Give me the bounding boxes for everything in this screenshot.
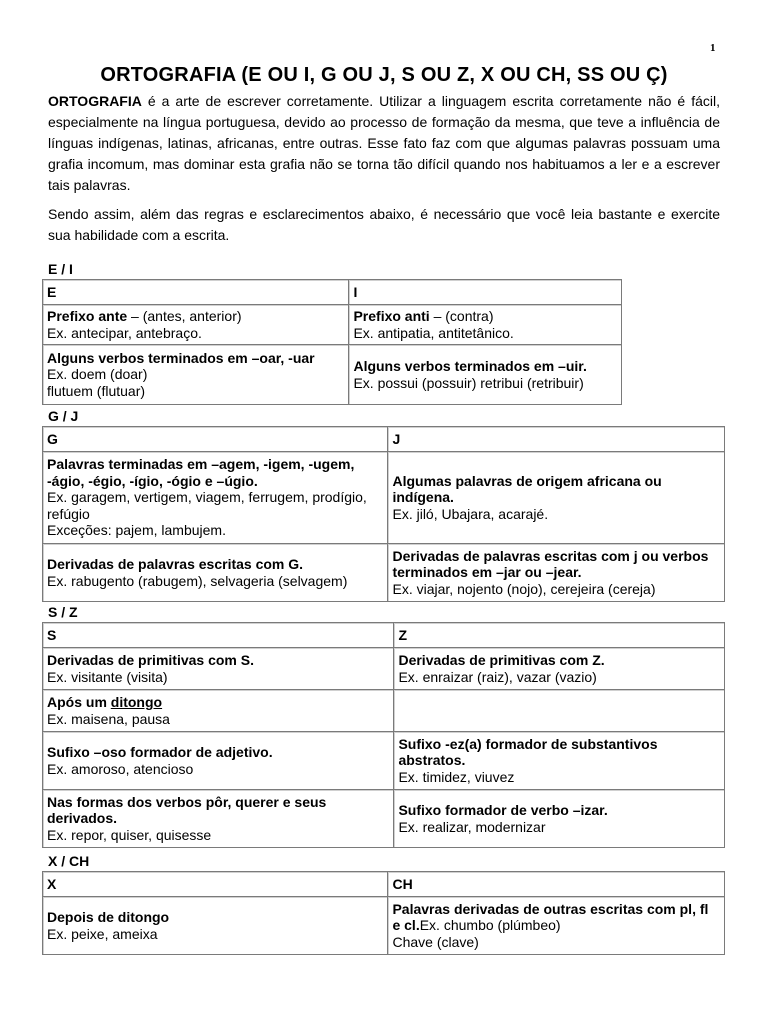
rule-text: Derivadas de palavras escritas com j ou verbos terminados em –jar ou –jear. xyxy=(392,547,709,581)
rule-text: Derivadas de primitivas com Z. xyxy=(398,652,605,668)
example-text: Chave (clave) xyxy=(392,933,479,950)
rule-text: Algumas palavras de origem africana ou indígena. xyxy=(392,472,662,506)
col-header-x: X xyxy=(43,872,388,897)
rule-note: – (antes, anterior) xyxy=(127,308,242,324)
rule-text-underlined: ditongo xyxy=(110,694,163,710)
table-cell xyxy=(394,690,725,732)
table-cell xyxy=(43,452,388,544)
rule-text: Sufixo -ez(a) formador de substantivos abstratos. xyxy=(398,735,658,769)
rule-text: Palavras terminadas em –agem, -igem, -ugem, -ágio, -égio, -ígio, -ógio e –úgio. xyxy=(47,456,355,489)
rule-text: Após um xyxy=(47,694,111,710)
page-title: ORTOGRAFIA (E OU I, G OU J, S OU Z, X OU CH, SS OU Ç) xyxy=(100,64,668,86)
example-text: Ex. doem (doar) xyxy=(47,366,148,383)
rule-text: Derivadas de primitivas com S. xyxy=(47,652,254,668)
table-cell xyxy=(43,345,349,405)
rule-text: Prefixo anti xyxy=(353,308,430,324)
table-sz xyxy=(42,622,725,848)
rule-text: Sufixo –oso formador de adjetivo. xyxy=(47,744,273,760)
table-cell xyxy=(43,732,394,790)
example-text: Ex. peixe, ameixa xyxy=(47,925,158,942)
intro-paragraph xyxy=(48,91,720,196)
page-number: 1 xyxy=(710,42,716,54)
rule-text: Alguns verbos terminados em –oar, -uar xyxy=(47,349,315,366)
table-cell xyxy=(43,690,394,732)
table-ei xyxy=(42,279,622,405)
col-header-ch: CH xyxy=(388,872,725,897)
rule-text: Palavras derivadas de outras escritas com pl, fl e cl. xyxy=(392,900,709,934)
example-text: Ex. garagem, vertigem, viagem, ferrugem, prodígio, refúgio xyxy=(47,489,367,522)
example-text: Ex. timidez, viuvez xyxy=(398,768,515,785)
example-text: Ex. enraizar (raiz), vazar (vazio) xyxy=(398,668,597,685)
section-heading-xch: X / CH xyxy=(48,853,90,869)
example-text: Ex. rabugento (rabugem), selvageria (selvagem) xyxy=(47,572,348,589)
table-cell xyxy=(349,305,622,345)
rule-text: Prefixo ante xyxy=(47,308,128,324)
col-header-g: G xyxy=(43,427,388,452)
rule-text: Sufixo formador de verbo –izar. xyxy=(398,802,608,818)
intro-paragraph-2: Sendo assim, além das regras e esclarecimentos abaixo, é necessário que você leia bastante e exercite sua habilidade com a escrita. xyxy=(48,206,720,243)
example-text: Ex. jiló, Ubajara, acarajé. xyxy=(392,505,549,522)
example-text: Ex. antipatia, antitetânico. xyxy=(353,324,514,341)
example-text: Ex. possui (possuir) retribui (retribuir) xyxy=(353,374,584,391)
col-header-j: J xyxy=(388,427,725,452)
intro-text: é a arte de escrever corretamente. Utilizar a linguagem escrita corretamente não é fácil, especialmente na língua portuguesa, devido ao processo de formação da mesma, que teve a influência de línguas indígenas, latinas, africanas, entre outras. Esse fato faz com que algumas palavras possuam uma grafia incomum, mas dominar esta grafia não se torna tão difícil quando nos habituamos a ler e a escrever tais palavras. xyxy=(48,93,720,193)
section-heading-sz: S / Z xyxy=(48,604,78,620)
col-header-e: E xyxy=(43,280,349,305)
table-cell xyxy=(43,305,349,345)
example-text: flutuem (flutuar) xyxy=(47,382,146,399)
example-text: Ex. realizar, modernizar xyxy=(398,818,546,835)
intro-term: ORTOGRAFIA xyxy=(48,93,142,109)
example-text: Exceções: pajem, lambujem. xyxy=(47,522,226,539)
rule-text: Depois de ditongo xyxy=(47,909,170,925)
table-cell xyxy=(394,790,725,848)
table-cell xyxy=(43,897,388,955)
table-cell xyxy=(43,544,388,602)
table-gj xyxy=(42,426,725,602)
example-text: Ex. viajar, nojento (nojo), cerejeira (cereja) xyxy=(392,580,656,597)
table-cell xyxy=(349,345,622,405)
col-header-i: I xyxy=(349,280,622,305)
example-text: Ex. chumbo (plúmbeo) xyxy=(419,917,561,934)
example-text: Ex. antecipar, antebraço. xyxy=(47,324,202,341)
table-cell xyxy=(394,732,725,790)
example-text: Ex. visitante (visita) xyxy=(47,668,168,685)
example-text: Ex. amoroso, atencioso xyxy=(47,760,194,777)
example-text: Ex. maisena, pausa xyxy=(47,710,170,727)
section-heading-gj: G / J xyxy=(48,408,79,424)
table-cell xyxy=(388,897,725,955)
rule-text: Derivadas de palavras escritas com G. xyxy=(47,556,304,572)
example-text: Ex. repor, quiser, quisesse xyxy=(47,826,212,843)
col-header-z: Z xyxy=(394,623,725,648)
table-xch xyxy=(42,871,725,955)
rule-text: Nas formas dos verbos pôr, querer e seus derivados. xyxy=(47,793,327,827)
table-cell xyxy=(388,452,725,544)
table-cell xyxy=(43,648,394,690)
rule-note: – (contra) xyxy=(429,308,494,324)
table-cell xyxy=(43,790,394,848)
section-heading-ei: E / I xyxy=(48,261,73,277)
rule-text: Alguns verbos terminados em –uir. xyxy=(353,358,587,374)
col-header-s: S xyxy=(43,623,394,648)
table-cell xyxy=(394,648,725,690)
table-cell xyxy=(388,544,725,602)
